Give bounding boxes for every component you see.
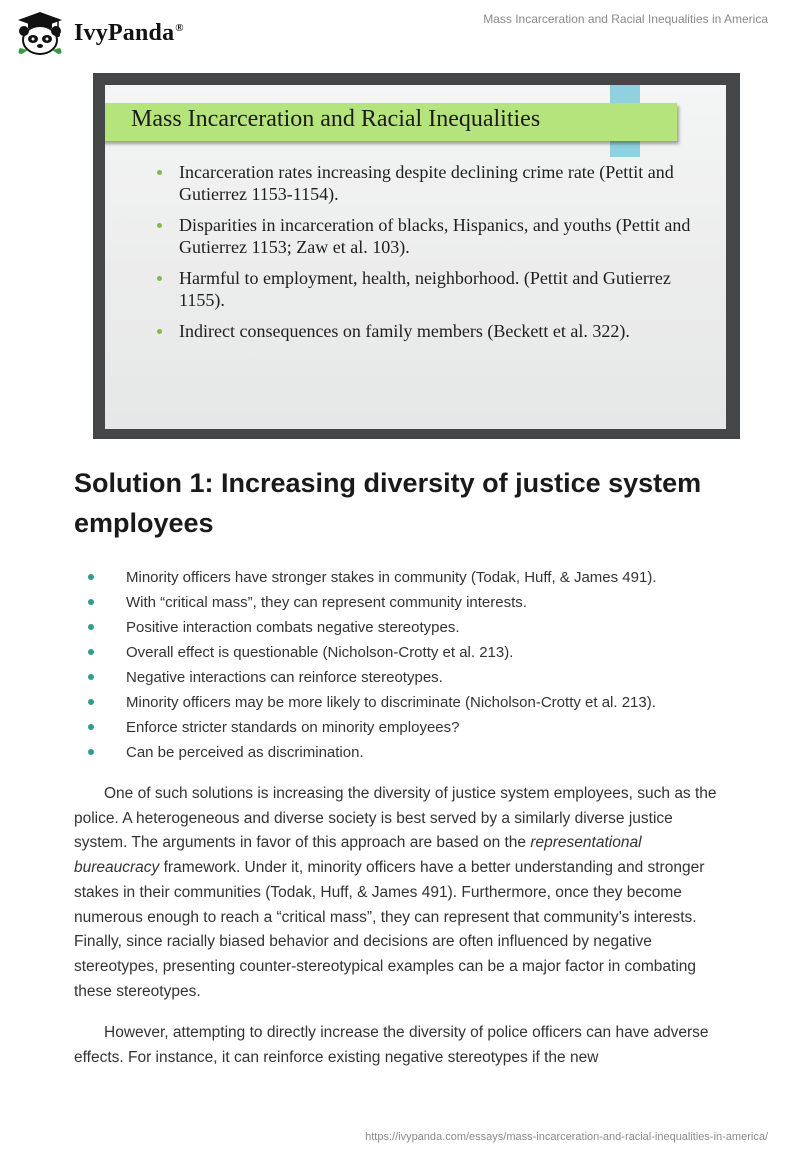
bullet-dot-icon — [157, 223, 162, 228]
slide-bullet: Incarceration rates increasing despite declining crime rate (Pettit and Gutierrez 1153-1154). — [157, 161, 717, 205]
slide-bullet: Harmful to employment, health, neighborhood. (Pettit and Gutierrez 1155). — [157, 267, 717, 311]
bullet-dot-icon — [88, 674, 94, 680]
list-item: Enforce stricter standards on minority employees? — [88, 715, 657, 740]
bullet-dot-icon — [88, 624, 94, 630]
slide-title-bar — [105, 103, 677, 141]
list-item: Minority officers have stronger stakes in community (Todak, Huff, & James 491). — [88, 565, 657, 590]
bullet-dot-icon — [88, 749, 94, 755]
logo[interactable] — [14, 10, 184, 56]
panda-logo-icon — [14, 10, 66, 56]
page-header — [0, 0, 800, 64]
section-heading: Solution 1: Increasing diversity of justice system employees — [74, 468, 702, 538]
list-item: Overall effect is questionable (Nicholson-Crotty et al. 213). — [88, 640, 657, 665]
body-paragraph: However, attempting to directly increase the diversity of police officers can have adverse effects. For instance, it can reinforce existing negative stereotypes if the new — [74, 1024, 709, 1066]
slide-canvas — [105, 85, 726, 429]
emphasis-term: representational bureaucracy — [74, 834, 642, 877]
brand-name: IvyPanda® — [74, 19, 184, 46]
list-item: Can be perceived as discrimination. — [88, 740, 657, 765]
slide-bullet-list — [157, 161, 717, 351]
list-item: Negative interactions can reinforce stereotypes. — [88, 665, 657, 690]
slide-title: Mass Incarceration and Racial Inequalities — [131, 106, 541, 132]
document-title: Mass Incarceration and Racial Inequalities in America — [483, 12, 768, 26]
slide-bullet: Disparities in incarceration of blacks, Hispanics, and youths (Pettit and Gutierrez 1153; Zaw et al. 103). — [157, 214, 717, 258]
bullet-dot-icon — [88, 699, 94, 705]
list-item: Minority officers may be more likely to discriminate (Nicholson-Crotty et al. 213). — [88, 690, 657, 715]
bullet-dot-icon — [157, 329, 162, 334]
presentation-slide — [93, 73, 740, 439]
slide-bullet: Indirect consequences on family members (Beckett et al. 322). — [157, 320, 717, 342]
bullet-dot-icon — [157, 170, 162, 175]
list-item: Positive interaction combats negative stereotypes. — [88, 615, 657, 640]
bullet-dot-icon — [88, 649, 94, 655]
bullet-dot-icon — [88, 724, 94, 730]
list-item: With “critical mass”, they can represent community interests. — [88, 590, 657, 615]
solution-bullet-list — [88, 565, 657, 765]
bullet-dot-icon — [88, 599, 94, 605]
source-url[interactable]: https://ivypanda.com/essays/mass-incarceration-and-racial-inequalities-in-america/ — [365, 1131, 768, 1143]
bullet-dot-icon — [88, 574, 94, 580]
body-paragraph: One of such solutions is increasing the diversity of justice system employees, such as the police. A heterogeneous and diverse society is best served by a similarly diverse justice system. The arguments in favor of this approach are based on the representational bureaucracy framework. Under it, minority officers have a better understanding and stronger stakes in their communities (Todak, Huff, & James 491). Furthermore, once they become numerous enough to reach a “critical mass”, they can represent that community’s interests. Finally, since racially biased behavior and decisions are often influenced by negative stereotypes, presenting counter-stereotypical examples can be a major factor in combating these stereotypes. — [74, 785, 717, 1000]
bullet-dot-icon — [157, 276, 162, 281]
